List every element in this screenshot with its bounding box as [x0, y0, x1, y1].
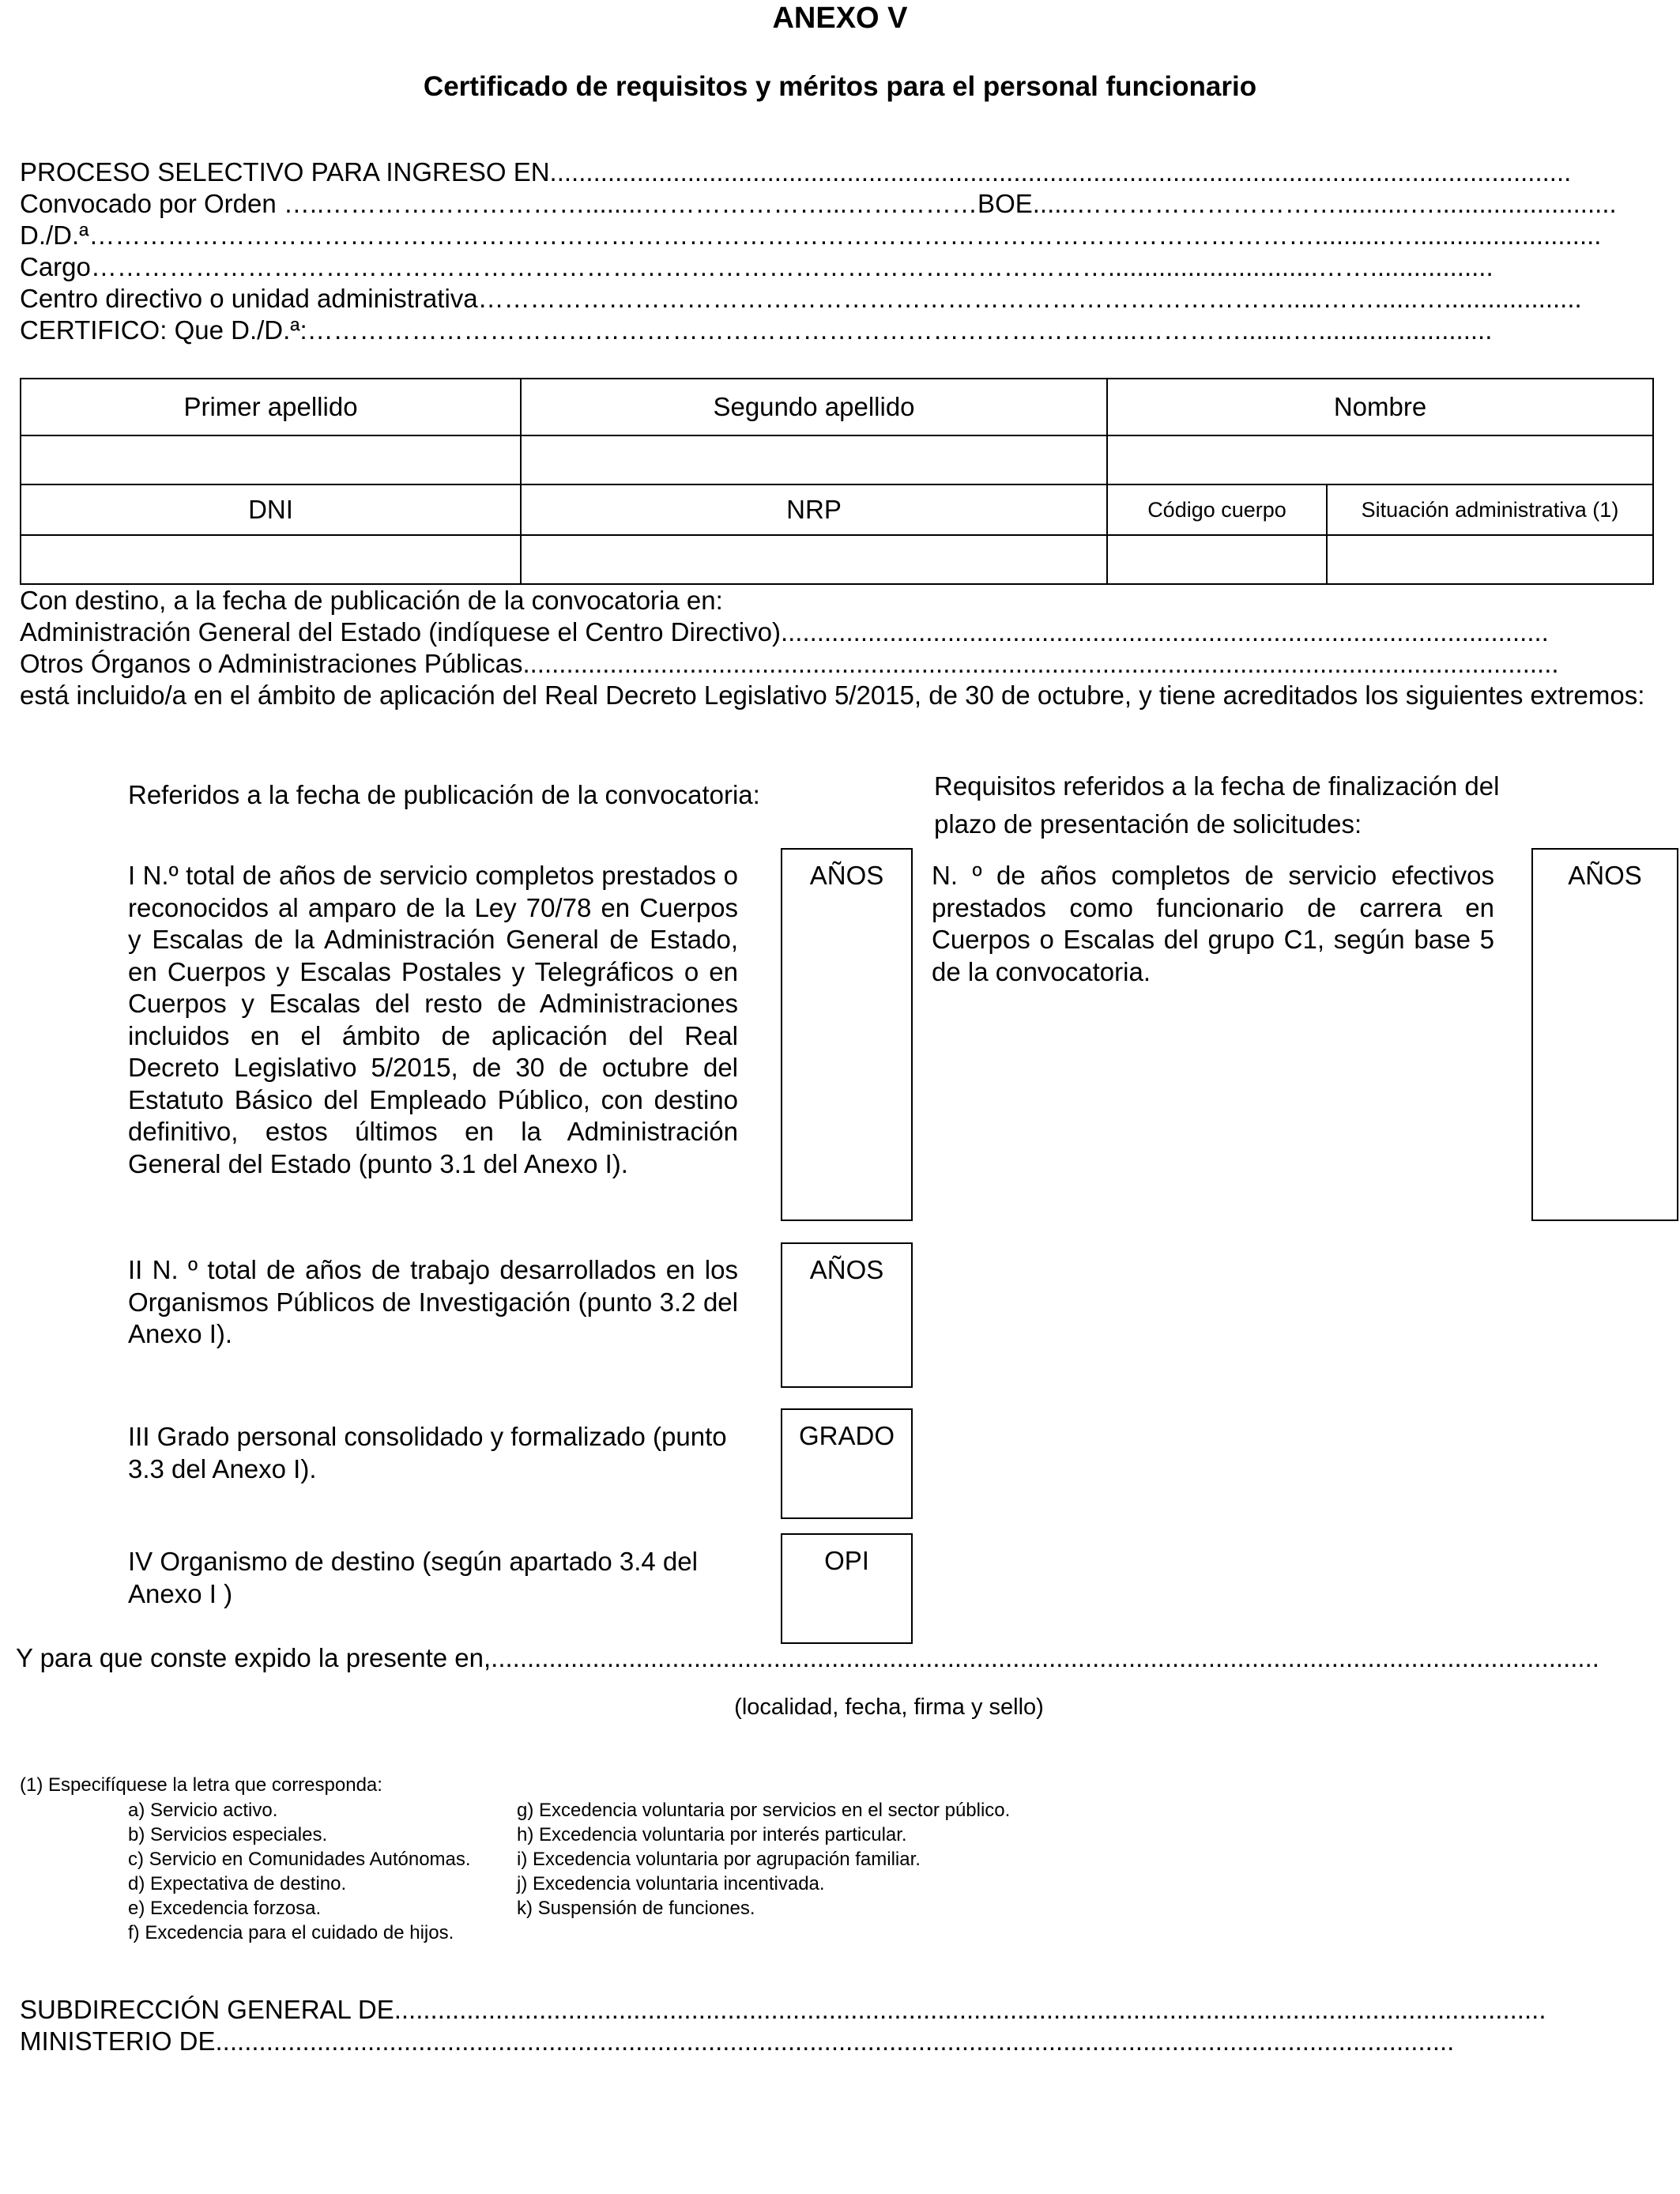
merit-box-anos-1[interactable]: AÑOS [781, 848, 913, 1221]
right-section-heading-line1: Requisitos referidos a la fecha de finalización del [934, 771, 1500, 801]
left-section-heading: Referidos a la fecha de publicación de la convocatoria: [128, 780, 760, 809]
header-nrp: NRP [521, 484, 1107, 535]
identification-table [20, 378, 1654, 585]
firma-caption: (localidad, fecha, firma y sello) [734, 1695, 1044, 1720]
footnote-item-f: f) Excedencia para el cuidado de hijos. [128, 1922, 454, 1943]
merit-box-grado[interactable]: GRADO [781, 1408, 913, 1519]
cell-dni[interactable] [21, 535, 521, 584]
header-codigo-cuerpo: Código cuerpo [1107, 484, 1327, 535]
right-section-heading-line2: plazo de presentación de solicitudes: [934, 809, 1362, 839]
footnote-item-a: a) Servicio activo. [128, 1800, 278, 1821]
document-subtitle: Certificado de requisitos y méritos para el personal funcionario [423, 71, 1257, 102]
merit-box-opi[interactable]: OPI [781, 1533, 913, 1644]
header-dni: DNI [21, 484, 521, 535]
field-certifico: CERTIFICO: Que D./D.ª:…………………………………………………………………………………...………….......…........................ [20, 315, 1493, 345]
field-otros-organos: Otros Órganos o Administraciones Públicas............................................................................................................................................... [20, 649, 1559, 678]
header-nombre: Nombre [1107, 379, 1653, 435]
requisito-box-anos[interactable]: AÑOS [1531, 848, 1678, 1221]
field-convocado-por-orden: Convocado por Orden …..…………………………........…………………...……………BOE......…………………………..........…......................... [20, 189, 1617, 218]
footnote-col1 [128, 1798, 471, 1945]
footnote-item-g: g) Excedencia voluntaria por servicios en el sector público. [517, 1800, 1011, 1821]
footnote-item-c: c) Servicio en Comunidades Autónomas. [128, 1849, 471, 1870]
expido-line: Y para que conste expido la presente en,......................................................................................................................................................... [16, 1643, 1599, 1672]
field-dda: D./D.ª……………………………………………………………………………………………………………………………..........….......................... [20, 221, 1602, 250]
footnote-item-b: b) Servicios especiales. [128, 1824, 328, 1845]
footnote-item-i: i) Excedencia voluntaria por agrupación familiar. [517, 1849, 921, 1870]
merit-item-4: IV Organismo de destino (según apartado 3.4 del Anexo I ) [128, 1547, 698, 1608]
footnote-item-k: k) Suspensión de funciones. [517, 1898, 755, 1919]
cell-nombre[interactable] [1107, 435, 1653, 484]
merit-item-3: III Grado personal consolidado y formalizado (punto 3.3 del Anexo I). [128, 1422, 727, 1483]
field-cargo: Cargo……………………………………………………………………………………………………….............................……................. [20, 252, 1494, 281]
merit-box-anos-2[interactable]: AÑOS [781, 1242, 913, 1388]
field-administracion-general: Administración General del Estado (indíquese el Centro Directivo).......................................................................................................... [20, 617, 1549, 647]
cell-primer-apellido[interactable] [21, 435, 521, 484]
footnote-intro: (1) Especifíquese la letra que corresponda: [20, 1774, 382, 1796]
header-situacion-administrativa: Situación administrativa (1) [1327, 484, 1653, 535]
header-segundo-apellido: Segundo apellido [521, 379, 1107, 435]
requisito-item: N. º de años completos de servicio efectivos prestados como funcionario de carrera en Cuerpos o Escalas del grupo C1, según base 5 de la convocatoria. [932, 861, 1494, 986]
header-primer-apellido: Primer apellido [21, 379, 521, 435]
footnote-item-j: j) Excedencia voluntaria incentivada. [517, 1873, 825, 1894]
cell-situacion-administrativa[interactable] [1327, 535, 1653, 584]
merit-item-2: II N. º total de años de trabajo desarrollados en los Organismos Públicos de Investigación (punto 3.2 del Anexo I). [128, 1255, 738, 1348]
footnote-col2 [517, 1798, 1010, 1921]
destino-intro: Con destino, a la fecha de publicación de la convocatoria en: [20, 586, 723, 615]
footnote-item-d: d) Expectativa de destino. [128, 1873, 347, 1894]
annex-title: ANEXO V [772, 2, 908, 35]
cell-codigo-cuerpo[interactable] [1107, 535, 1327, 584]
merit-item-1: I N.º total de años de servicio completos prestados o reconocidos al amparo de la Ley 70/78 en Cuerpos y Escalas de la Administración General de Estado, en Cuerpos y Escalas Postales y Telegráficos o en Cuerpos y Escalas del resto de Administraciones incluidos en el ámbito de aplicación del Real Decreto Legislativo 5/2015, de 30 de octubre del Estatuto Básico del Empleado Público, con destino definitivo, estos últimos en la Administración General del Estado (punto 3.1 del Anexo I). [128, 861, 738, 1178]
field-subdireccion-general: SUBDIRECCIÓN GENERAL DE............................................................................................................................................................... [20, 1995, 1546, 2024]
footnote-item-h: h) Excedencia voluntaria por interés particular. [517, 1824, 907, 1845]
field-centro-directivo: Centro directivo o unidad administrativa………………………………………………………………………………….....……......…................... [20, 284, 1582, 313]
cell-nrp[interactable] [521, 535, 1107, 584]
field-ministerio: MINISTERIO DE........................................................................................................................................................................... [20, 2026, 1455, 2056]
field-proceso-selectivo: PROCESO SELECTIVO PARA INGRESO EN............................................................................................................................................. [20, 157, 1572, 187]
footnote-item-e: e) Excedencia forzosa. [128, 1898, 322, 1919]
cell-segundo-apellido[interactable] [521, 435, 1107, 484]
ambito-statement: está incluido/a en el ámbito de aplicación del Real Decreto Legislativo 5/2015, de 30 de octubre, y tiene acreditados los siguientes extremos: [20, 680, 1645, 710]
